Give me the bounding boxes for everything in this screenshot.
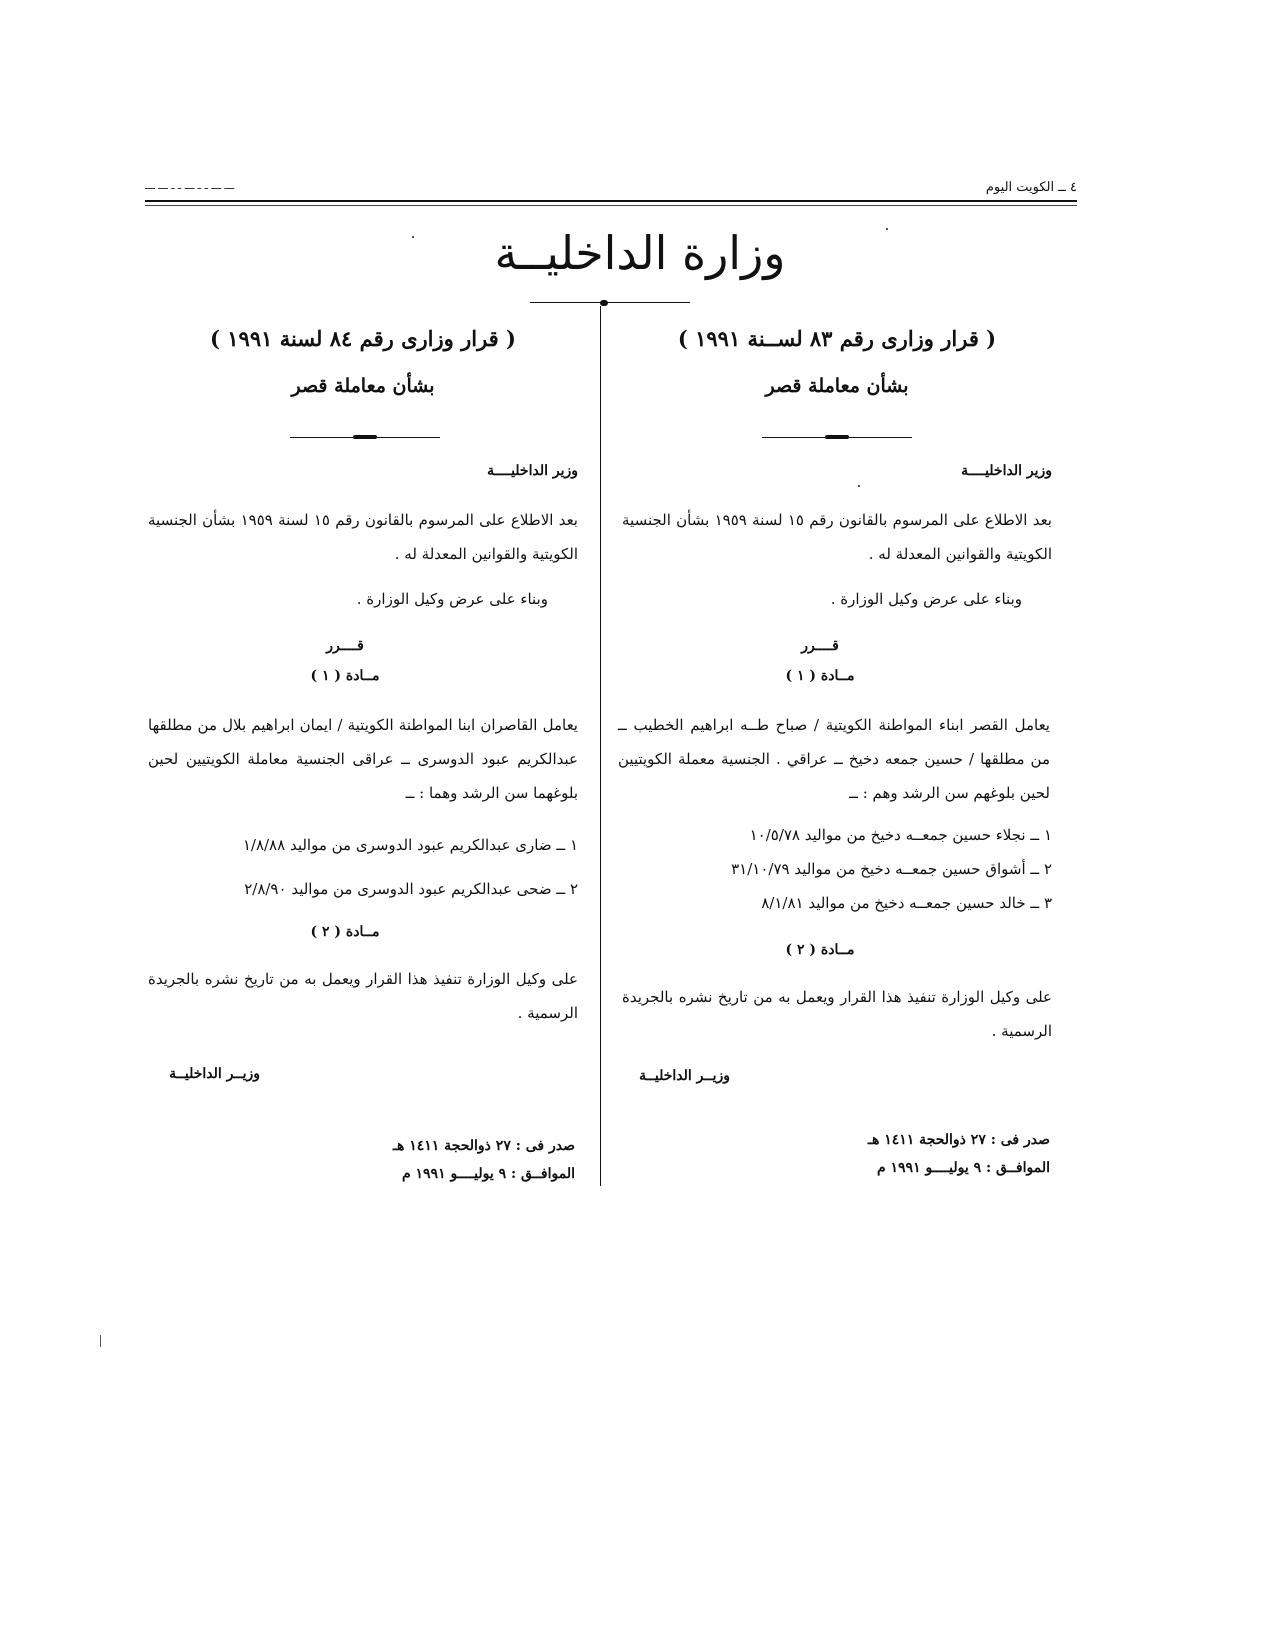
decision-84-subject: بشأن معاملة قصر xyxy=(291,375,435,397)
decision-84-corresponding-date: الموافــق : ٩ يوليــــو ١٩٩١ م xyxy=(401,1166,575,1182)
decision-83-decides: قــــرر xyxy=(801,638,839,654)
scan-speck xyxy=(858,485,860,487)
header-rule xyxy=(145,200,1077,202)
decision-84-item-1: ١ ــ ضارى عبدالكريم عبود الدوسرى من مواليد ١/٨/٨٨ xyxy=(242,836,578,854)
decision-83-issued-date: صدر فى : ٢٧ ذوالحجة ١٤١١ هـ xyxy=(867,1132,1050,1148)
decision-84-article-2-text: على وكيل الوزارة تنفيذ هذا القرار ويعمل به من تاريخ نشره بالجريدة الرسمية . xyxy=(148,970,578,1022)
title-ornament-dot xyxy=(600,300,608,306)
decision-83-item-3: ٣ ــ خالد حسين جمعــه دخيخ من مواليد ٨/١/٨١ xyxy=(761,894,1052,912)
column-divider xyxy=(600,306,601,1186)
decision-84-minister-heading: وزير الداخليــــة xyxy=(487,463,578,479)
decision-83-item-1: ١ ــ نجلاء حسين جمعــه دخيخ من مواليد ١٠/٥/٧٨ xyxy=(749,826,1052,844)
decision-83-corresponding-date: الموافــق : ٩ يوليــــو ١٩٩١ م xyxy=(876,1160,1050,1176)
decision-84-preamble-2: وبناء على عرض وكيل الوزارة . xyxy=(356,590,548,608)
scan-speck xyxy=(886,228,888,230)
scan-speck xyxy=(412,236,414,238)
decision-83-preamble-1: بعد الاطلاع على المرسوم بالقانون رقم ١٥ لسنة ١٩٥٩ بشأن الجنسية الكويتية والقوانين المعدلة له . xyxy=(622,511,1052,563)
decision-84-issued-date: صدر فى : ٢٧ ذوالحجة ١٤١١ هـ xyxy=(392,1138,575,1154)
ministry-title: وزارة الداخليــة xyxy=(494,226,786,280)
decision-84-article-2-heading: مــادة ( ٢ ) xyxy=(310,924,380,940)
decision-83-subject-rule xyxy=(762,437,912,438)
decision-84-signature: وزيــر الداخليــة xyxy=(169,1066,260,1082)
decision-83-article-2-heading: مــادة ( ٢ ) xyxy=(785,942,855,958)
running-header-text: ـــ ـــ ـ ـ ـــ ـ ـ ـــ ـــ xyxy=(145,179,235,192)
page-header-label: ٤ ــ الكويت اليوم xyxy=(985,180,1077,195)
decision-83-minister-heading: وزير الداخليــــة xyxy=(961,463,1052,479)
decision-84-article-1-heading: مــادة ( ١ ) xyxy=(310,668,380,684)
decision-83-article-1-heading: مــادة ( ١ ) xyxy=(785,668,855,684)
decision-84-article-1-text: يعامل القاصران ابنا المواطنة الكويتية / ايمان ابراهيم بلال من مطلقها عبدالكريم عبود الدوسرى ــ عراقى الجنسية معاملة الكويتيين لحين بلوغهما سن الرشد وهما : ــ xyxy=(148,716,578,802)
decision-83-signature: وزيــر الداخليــة xyxy=(639,1068,730,1084)
decision-84-preamble-1: بعد الاطلاع على المرسوم بالقانون رقم ١٥ لسنة ١٩٥٩ بشأن الجنسية الكويتية والقوانين المعدلة له . xyxy=(148,511,578,563)
decision-83-preamble-2: وبناء على عرض وكيل الوزارة . xyxy=(830,590,1022,608)
decision-84-title: ( قرار وزارى رقم ٨٤ لسنة ١٩٩١ ) xyxy=(210,326,516,351)
decision-83-article-1-text: يعامل القصر ابناء المواطنة الكويتية / صباح طــه ابراهيم الخطيب ــ من مطلقها / حسين جمعه دخيخ ــ عراقي . الجنسية معملة الكويتيين لحين بلوغهم سن الرشد وهم : ــ xyxy=(618,716,1050,802)
title-ornament-rule xyxy=(530,302,690,303)
decision-84-item-2: ٢ ــ ضحى عبدالكريم عبود الدوسرى من مواليد ٢/٨/٩٠ xyxy=(244,880,578,898)
decision-83-subject: بشأن معاملة قصر xyxy=(765,375,909,397)
header-rule-thin xyxy=(145,205,1077,206)
scan-speck xyxy=(100,1335,101,1347)
decision-83-article-2-text: على وكيل الوزارة تنفيذ هذا القرار ويعمل به من تاريخ نشره بالجريدة الرسمية . xyxy=(622,988,1052,1040)
decision-84-subject-rule xyxy=(290,437,440,438)
decision-83-title: ( قرار وزارى رقم ٨٣ لســنة ١٩٩١ ) xyxy=(677,326,997,351)
decision-84-decides: قــــرر xyxy=(326,638,364,654)
decision-83-item-2: ٢ ــ أشواق حسين جمعــه دخيخ من مواليد ٣١/١٠/٧٩ xyxy=(731,860,1052,878)
